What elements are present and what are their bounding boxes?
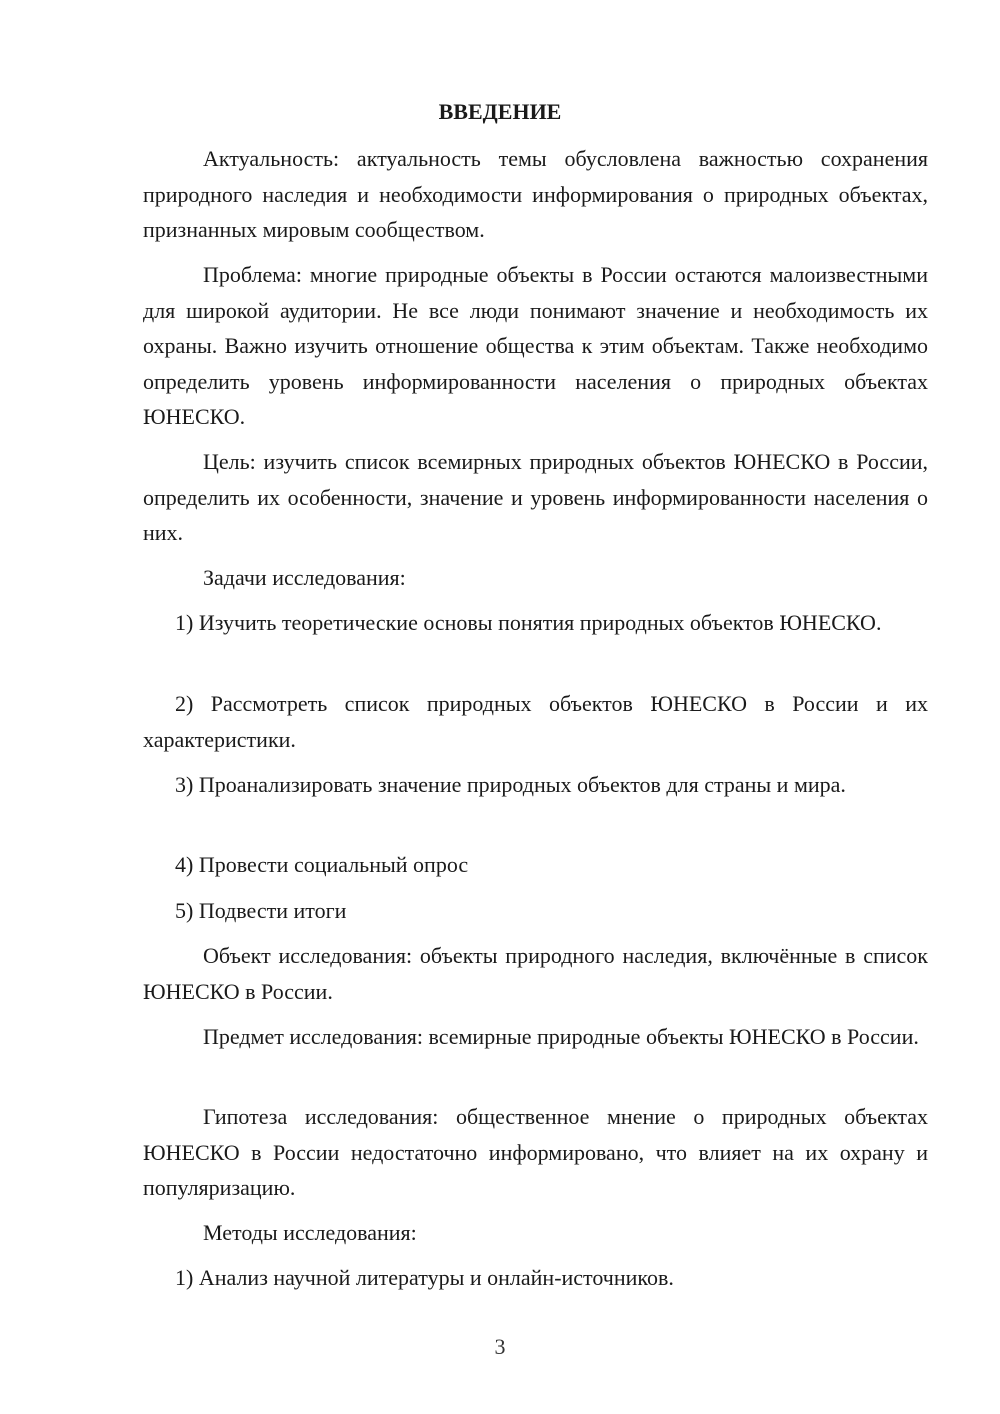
list-item-task-4: 4) Провести социальный опрос [175,852,469,877]
list-item-task-1: 1) Изучить теоретические основы понятия природных объектов ЮНЕСКО. [175,610,882,635]
tasks-heading: Задачи исследования: [203,565,406,590]
paragraph-subject: Предмет исследования: всемирные природные объекты ЮНЕСКО в России. [203,1024,919,1049]
list-item-task-5: 5) Подвести итоги [175,898,347,923]
paragraph-relevance: Актуальность: актуальность темы обусловлена важностью сохранения природного наследия и необходимости информирования о природных объектах, признанных мировым сообществом. [143,146,928,242]
paragraph-hypothesis: Гипотеза исследования: общественное мнение о природных объектах ЮНЕСКО в России недостаточно информировано, что влияет на их охрану и популяризацию. [143,1104,928,1200]
page-number: 3 [494,1334,506,1359]
paragraph-problem: Проблема: многие природные объекты в России остаются малоизвестными для широкой аудитории. Не все люди понимают значение и необходимость их охраны. Важно изучить отношение общества к этим объектам. Также необходимо определить уровень информированности населения о природных объектах ЮНЕСКО. [143,262,928,429]
list-item-task-3: 3) Проанализировать значение природных объектов для страны и мира. [175,772,846,797]
methods-heading: Методы исследования: [203,1220,417,1245]
section-title: ВВЕДЕНИЕ [438,99,562,124]
paragraph-goal: Цель: изучить список всемирных природных объектов ЮНЕСКО в России, определить их особенности, значение и уровень информированности населения о них. [143,449,928,545]
list-item-task-2: 2) Рассмотреть список природных объектов ЮНЕСКО в России и их характеристики. [143,691,928,752]
paragraph-object: Объект исследования: объекты природного наследия, включённые в список ЮНЕСКО в России. [143,943,928,1004]
list-item-method-1: 1) Анализ научной литературы и онлайн-источников. [175,1265,674,1290]
